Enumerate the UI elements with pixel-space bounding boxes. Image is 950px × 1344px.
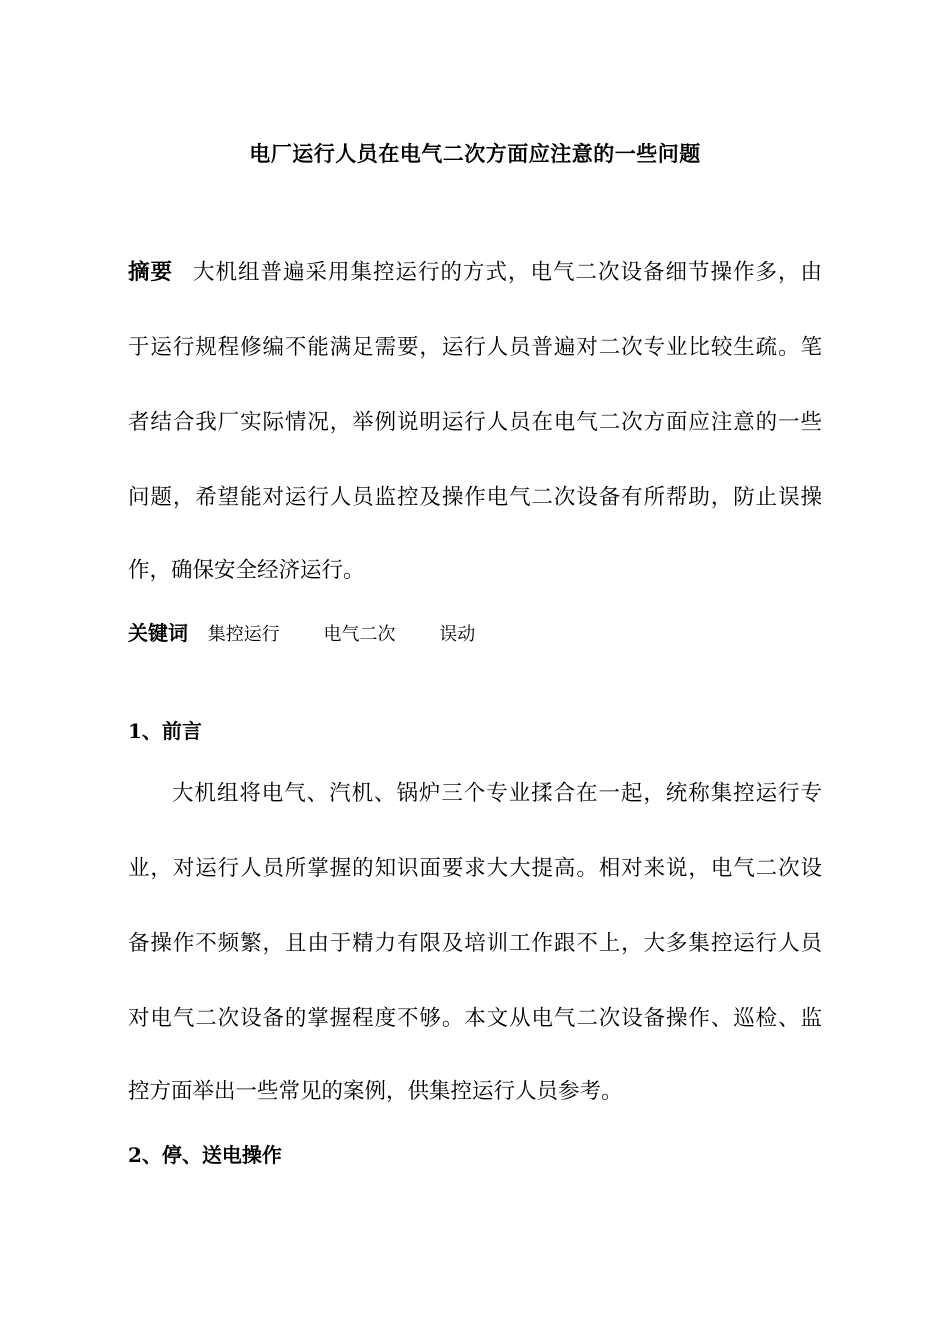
section-2-heading: 2、停、送电操作 (128, 1143, 282, 1167)
keyword-item: 电气二次 (323, 624, 396, 645)
keyword-item: 集控运行 (207, 624, 280, 645)
keywords-label: 关键词 (128, 621, 188, 645)
abstract-line-3: 者结合我厂实际情况，举例说明运行人员在电气二次方面应注意的一些 (128, 410, 822, 435)
abstract-line-5: 作，确保安全经济运行。 (128, 558, 365, 583)
abstract-label: 摘要 (128, 260, 173, 285)
abstract-line-1 (128, 258, 822, 288)
abstract-text: 大机组普遍采用集控运行的方式，电气二次设备细节操作多，由 (193, 260, 822, 285)
section-1-line-2: 业，对运行人员所掌握的知识面要求大大提高。相对来说，电气二次设 (128, 856, 822, 881)
section-1-line-4: 对电气二次设备的掌握程度不够。本文从电气二次设备操作、巡检、监 (128, 1006, 822, 1031)
keyword-item: 误动 (439, 624, 476, 645)
section-1-line-5: 控方面举出一些常见的案例，供集控运行人员参考。 (128, 1079, 623, 1104)
section-1-line-3: 备操作不频繁，且由于精力有限及培训工作跟不上，大多集控运行人员 (128, 931, 822, 956)
section-1-line-1: 大机组将电气、汽机、锅炉三个专业揉合在一起，统称集控运行专 (172, 781, 822, 806)
document-title: 电厂运行人员在电气二次方面应注意的一些问题 (249, 141, 701, 166)
keywords (128, 618, 513, 650)
abstract-line-4: 问题，希望能对运行人员监控及操作电气二次设备有所帮助，防止误操 (128, 485, 822, 510)
section-1-heading: 1、前言 (128, 719, 202, 743)
abstract-line-2: 于运行规程修编不能满足需要，运行人员普遍对二次专业比较生疏。笔 (128, 335, 822, 360)
